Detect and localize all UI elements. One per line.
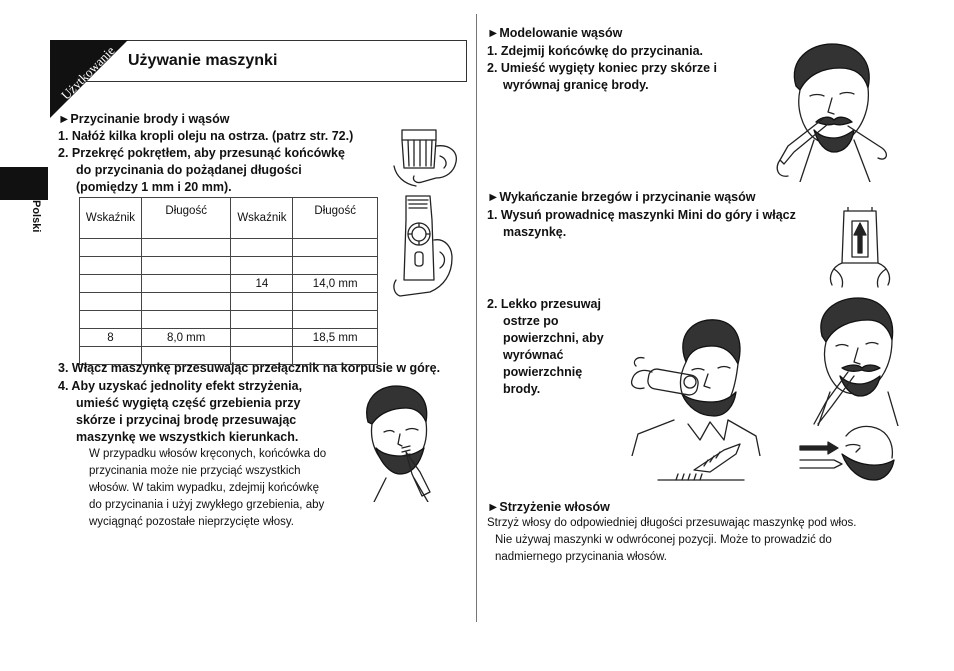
table-cell bbox=[141, 275, 231, 293]
table-cell bbox=[80, 239, 142, 257]
column-divider bbox=[476, 14, 477, 622]
table-cell bbox=[293, 239, 378, 257]
table-cell bbox=[141, 293, 231, 311]
s2-step-2-line-2: wyrównaj granicę brody. bbox=[503, 78, 649, 92]
table-cell bbox=[80, 257, 142, 275]
table-row bbox=[80, 293, 378, 311]
corner-label: Użytkowanie bbox=[58, 42, 118, 103]
table-row bbox=[80, 257, 378, 275]
step-3: 3. Włącz maszynkę przesuwając przełącznik na korpusie w górę. bbox=[58, 361, 441, 375]
table-cell bbox=[231, 293, 293, 311]
table-cell bbox=[80, 275, 142, 293]
table-cell bbox=[141, 239, 231, 257]
blade-on-skin-illustration bbox=[656, 440, 746, 486]
table-header: Długość bbox=[141, 198, 231, 239]
table-cell bbox=[231, 257, 293, 275]
table-cell: 8 bbox=[80, 329, 142, 347]
table-header: Wskaźnik bbox=[231, 198, 293, 239]
table-cell: 18,5 mm bbox=[293, 329, 378, 347]
note-line: włosów. W takim wypadku, zdejmij końcówkę bbox=[89, 482, 320, 494]
s4-line-2: Nie używaj maszynki w odwróconej pozycji. Może to prowadzić do bbox=[495, 534, 832, 546]
s2-step-2-line-1: 2. Umieść wygięty koniec przy skórze i bbox=[487, 61, 717, 75]
step-2-line-1: 2. Przekręć pokrętłem, aby przesunąć końcówkę bbox=[58, 146, 345, 160]
step-4-line-2: umieść wygiętą część grzebienia przy bbox=[76, 396, 301, 410]
s3-step-2-line: wyrównać bbox=[503, 348, 564, 362]
table-cell bbox=[231, 311, 293, 329]
s4-line-3: nadmiernego przycinania włosów. bbox=[495, 551, 667, 563]
man-mustache-illustration bbox=[766, 40, 896, 182]
chin-arrow-illustration bbox=[798, 424, 896, 488]
s3-step-1-line-1: 1. Wysuń prowadnicę maszynki Mini do góry i włącz bbox=[487, 208, 796, 222]
page-title: Używanie maszynki bbox=[128, 52, 278, 69]
step-2-line-3: (pomiędzy 1 mm i 20 mm). bbox=[76, 180, 232, 194]
step-4-line-1: 4. Aby uzyskać jednolity efekt strzyżenia, bbox=[58, 379, 303, 393]
table-cell bbox=[293, 257, 378, 275]
table-cell bbox=[141, 311, 231, 329]
note-line: W przypadku włosów kręconych, końcówka do bbox=[89, 448, 327, 460]
section-heading-hair: ►Strzyżenie włosów bbox=[487, 500, 610, 514]
man-trimmer-side-illustration bbox=[628, 316, 762, 456]
attachment-hand-illustration bbox=[392, 126, 462, 188]
s3-step-2-line: powierzchnię bbox=[503, 365, 583, 379]
side-tab bbox=[0, 167, 48, 200]
s4-line-1: Strzyż włosy do odpowiedniej długości przesuwając maszynkę pod włos. bbox=[487, 517, 857, 529]
table-cell: 14 bbox=[231, 275, 293, 293]
step-4-line-3: skórze i przycinaj brodę przesuwając bbox=[76, 413, 297, 427]
table-cell bbox=[80, 311, 142, 329]
step-1: 1. Nałóż kilka kropli oleju na ostrza. (patrz str. 72.) bbox=[58, 129, 354, 143]
mini-trimmer-illustration bbox=[822, 207, 896, 289]
table-header: Długość bbox=[293, 198, 378, 239]
man-mini-trimmer-illustration bbox=[806, 296, 900, 426]
language-label: Polski bbox=[30, 200, 42, 233]
s3-step-2-line: 2. Lekko przesuwaj bbox=[487, 297, 601, 311]
s2-step-1: 1. Zdejmij końcówkę do przycinania. bbox=[487, 44, 704, 58]
s3-step-2-line: powierzchni, aby bbox=[503, 331, 604, 345]
s3-step-2-line: ostrze po bbox=[503, 314, 559, 328]
s3-step-2-line: brody. bbox=[503, 382, 541, 396]
table-row bbox=[80, 275, 378, 293]
table-cell bbox=[80, 293, 142, 311]
table-row bbox=[80, 311, 378, 329]
table-cell bbox=[293, 293, 378, 311]
table-cell bbox=[293, 311, 378, 329]
section-heading-mustache: ►Modelowanie wąsów bbox=[487, 26, 623, 40]
table-header: Wskaźnik bbox=[80, 198, 142, 239]
note-line: wyciągnąć pozostałe nieprzycięte włosy. bbox=[89, 516, 294, 528]
step-2-line-2: do przycinania do pożądanej długości bbox=[76, 163, 302, 177]
table-cell bbox=[231, 329, 293, 347]
note-line: do przycinania i użyj zwykłego grzebienia, aby bbox=[89, 499, 325, 511]
table-row bbox=[80, 329, 378, 347]
note-line: przycinania może nie przyciąć wszystkich bbox=[89, 465, 301, 477]
s3-step-1-line-2: maszynkę. bbox=[503, 225, 567, 239]
table-cell bbox=[141, 257, 231, 275]
section-heading-edges: ►Wykańczanie brzegów i przycinanie wąsów bbox=[487, 190, 756, 204]
length-table bbox=[79, 197, 378, 365]
dial-hand-illustration bbox=[390, 190, 462, 302]
table-row bbox=[80, 239, 378, 257]
table-cell bbox=[231, 239, 293, 257]
step-4-line-4: maszynkę we wszystkich kierunkach. bbox=[76, 430, 299, 444]
section-heading-beard: ►Przycinanie brody i wąsów bbox=[58, 112, 230, 126]
man-trimming-beard-illustration bbox=[350, 382, 450, 502]
table-cell: 14,0 mm bbox=[293, 275, 378, 293]
table-cell: 8,0 mm bbox=[141, 329, 231, 347]
